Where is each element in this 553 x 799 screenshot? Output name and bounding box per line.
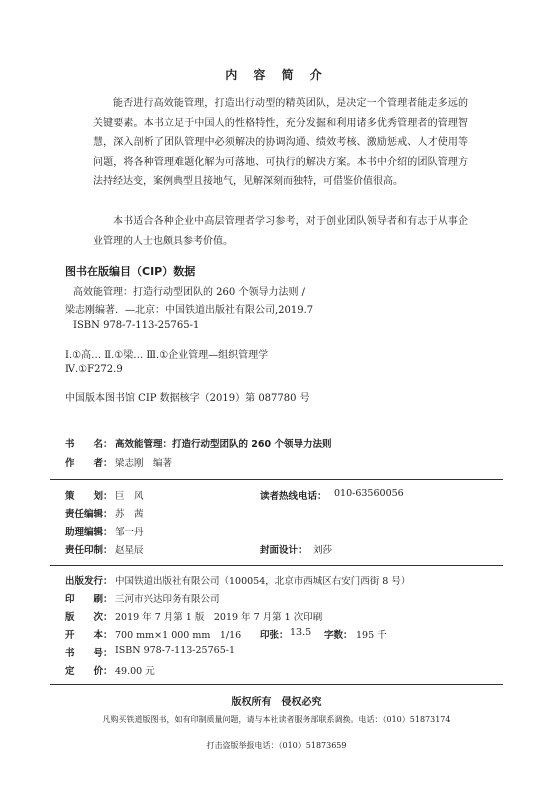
summary-paragraph-2: 本书适合各种企业中高层管理者学习参考，对于创业团队领导者和有志于从事企业管理的人士也颇具参考价值。 xyxy=(93,216,468,247)
cip-line-2: 梁志刚编著．—北京：中国铁道出版社有限公司,2019.7 xyxy=(65,305,314,316)
cip-line-1: 高效能管理：打造行动型团队的 260 个领导力法则 / xyxy=(73,287,305,298)
cip-record-number: 中国版本图书馆 CIP 数据核字（2019）第 087780 号 xyxy=(65,393,310,404)
summary-paragraph-1: 能否进行高效能管理，打造出行动型的精英团队，是决定一个管理者能走多远的关键要素。本书立足于中国人的性格特性，充分发掘和利用诸多优秀管理者的管理智慧，深入剖析了团队管理中必须解决的协调沟通、绩效考核、激励惩戒、人才使用等问题，将各种管理难题化解为可落地、可执行的解决方案。本书中介绍的团队管理方法持经达变，案例典型且接地气，见解深刻而独特，可借鉴价值很高。 xyxy=(93,98,468,187)
isbn-value: ISBN 978-7-113-25765-1 xyxy=(115,645,235,656)
summary-title: 内 容 简 介 xyxy=(225,68,328,82)
format-label: 开 本： xyxy=(65,630,113,641)
book-name: 高效能管理：打造行动型团队的 260 个领导力法则 xyxy=(115,439,332,450)
quality-notice: 凡购买铁道版图书，如有印制质量问题，请与本社读者服务部联系调换。电话：（010）51873174 xyxy=(102,715,451,724)
book-name-label: 书 名： xyxy=(65,439,113,450)
divider-middle xyxy=(50,565,503,566)
divider-top xyxy=(50,479,503,480)
price-label: 定 价： xyxy=(65,666,113,677)
publisher-label: 出版发行： xyxy=(65,576,113,587)
publisher-value: 中国铁道出版社有限公司（100054，北京市西城区右安门西街 8 号） xyxy=(115,576,411,587)
author-label: 作 者： xyxy=(65,458,113,469)
cover-designer-name: 刘莎 xyxy=(313,545,333,556)
printer-label: 印 刷： xyxy=(65,594,113,605)
price-value: 49.00 元 xyxy=(115,666,155,677)
editor-name: 苏 茜 xyxy=(115,509,144,520)
cip-heading: 图书在版编目（CIP）数据 xyxy=(65,265,196,278)
hotline-number: 010-63560056 xyxy=(334,488,404,499)
words-label: 字数： xyxy=(324,630,353,641)
print-supervisor-label: 责任印制： xyxy=(65,545,113,556)
sheets-value: 13.5 xyxy=(290,627,312,638)
piracy-report-phone: 打击盗版举报电话：（010）51873659 xyxy=(206,741,347,750)
edition-value: 2019 年 7 月第 1 版 2019 年 7 月第 1 次印刷 xyxy=(115,612,323,623)
rights-notice: 版权所有 侵权必究 xyxy=(231,697,322,708)
divider-bottom xyxy=(50,684,503,685)
cip-classification-1: Ⅰ.①高… Ⅱ.①梁… Ⅲ.①企业管理—组织管理学 xyxy=(65,350,269,361)
cover-design-label: 封面设计： xyxy=(260,545,308,556)
hotline-label: 读者热线电话： xyxy=(260,491,327,502)
format-value: 700 mm×1 000 mm 1/16 xyxy=(115,630,242,641)
isbn-label: 书 号： xyxy=(65,648,113,659)
editor-label: 责任编辑： xyxy=(65,509,113,520)
planning-label: 策 划： xyxy=(65,491,113,502)
printer-value: 三河市兴达印务有限公司 xyxy=(115,594,220,605)
cip-isbn: ISBN 978-7-113-25765-1 xyxy=(73,320,200,331)
words-value: 195 千 xyxy=(356,630,387,641)
assistant-editor-name: 邹一丹 xyxy=(115,527,144,538)
author-name: 梁志刚 编著 xyxy=(115,458,173,469)
assistant-editor-label: 助理编辑： xyxy=(65,527,113,538)
print-supervisor-name: 赵星辰 xyxy=(115,545,144,556)
sheets-label: 印张： xyxy=(260,630,289,641)
planning-name: 巨 风 xyxy=(115,491,144,502)
cip-classification-2: Ⅳ.①F272.9 xyxy=(65,364,123,375)
edition-label: 版 次： xyxy=(65,612,113,623)
